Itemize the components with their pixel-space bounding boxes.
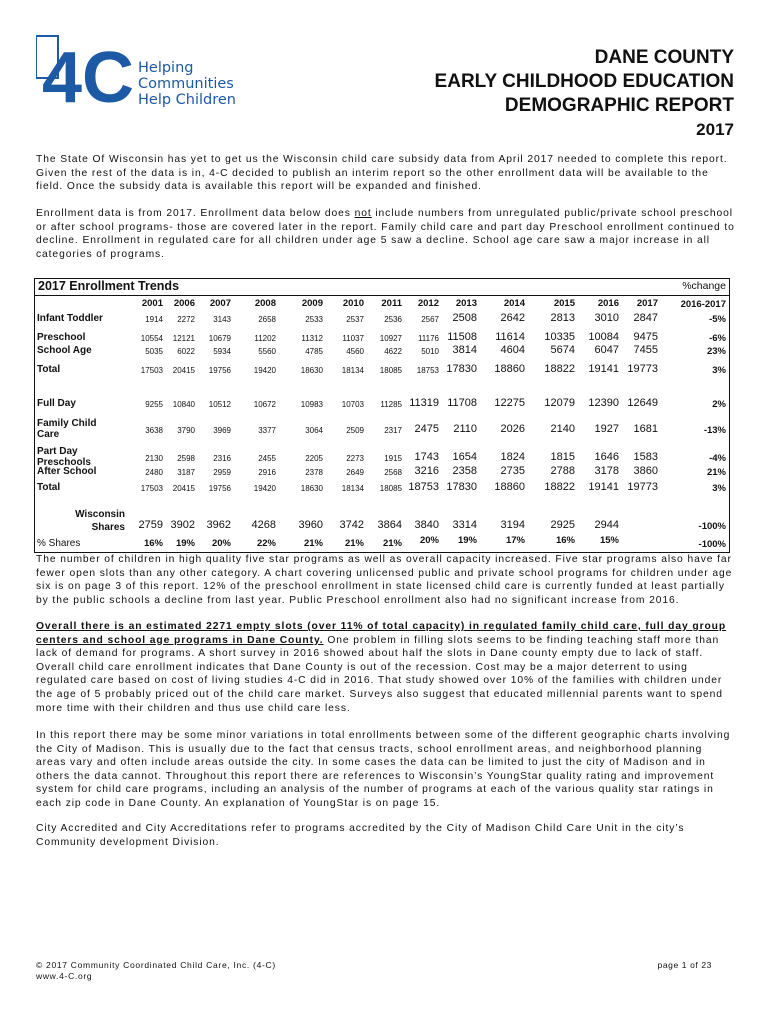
pct-shares-label: % Shares <box>37 538 81 549</box>
year-header: 2007 <box>209 298 231 309</box>
ws-label-line: Shares <box>91 522 125 533</box>
table-cell: 6047 <box>594 344 619 356</box>
year-header: 2015 <box>553 298 575 309</box>
year-header: 2006 <box>173 298 195 309</box>
table-cell: 2537 <box>346 315 364 324</box>
table-cell: 19773 <box>627 481 658 493</box>
table-cell: 4622 <box>384 347 402 356</box>
table-title: 2017 Enrollment Trends <box>38 279 180 293</box>
table-cell: 2378 <box>305 468 323 477</box>
ws-change: -100% <box>698 521 726 532</box>
ws-cell: 3902 <box>170 519 195 531</box>
table-cell: 5934 <box>213 347 231 356</box>
table-cell: 19756 <box>208 484 231 493</box>
table-cell: 11176 <box>417 334 439 343</box>
footer <box>36 960 276 982</box>
row-label: School Age <box>37 345 92 356</box>
table-cell: 2598 <box>177 454 195 463</box>
table-cell: 11312 <box>301 334 323 343</box>
table-cell: 2475 <box>414 423 439 435</box>
row-label: Total <box>37 364 61 375</box>
table-cell: 10983 <box>300 400 323 409</box>
table-cell: 7455 <box>633 344 658 356</box>
change-value: 21% <box>706 467 726 478</box>
table-cell: 17503 <box>140 366 163 375</box>
body-paragraph-5: In this report there may be some minor variations in total enrollments between some of the different geographic charts involving the City of Madison. This is usually due to the fact that census tracts, school enrollment areas, and neighborhood planning areas vary and often include areas outside the city. In some cases the data can be limited to just the city of Madison and in others the data cannot. Throughout this report there are references to Wisconsin’s YoungStar quality rating and improvement system for child care programs, including an analysis of the number of programs at each of the various quality star ratings in each zip code in Dane County. An explanation of YoungStar is on page 15. <box>36 730 731 809</box>
table-cell: 19420 <box>253 484 276 493</box>
table-cell: 11708 <box>447 397 477 409</box>
row-label: Family Child Care <box>37 418 97 440</box>
intro-paragraph-1: The State Of Wisconsin has yet to get us the Wisconsin child care subsidy data from April 2017 needed to complete this report. Given the rest of the data is in, 4-C decided to publish an interim report so the other enrollment data will be available to the field. Once the subsidy data is available this report will be expanded and finished. <box>36 154 728 193</box>
table-cell: 3814 <box>452 344 477 356</box>
pct-cell: 16% <box>555 535 575 546</box>
pct-change: -100% <box>698 539 726 550</box>
change-value: 3% <box>712 483 726 494</box>
table-cell: 2110 <box>453 423 477 435</box>
table-cell: 2536 <box>384 315 402 324</box>
table-cell: 19756 <box>208 366 231 375</box>
change-value: -5% <box>709 314 726 325</box>
table-cell: 3377 <box>258 426 276 435</box>
ws-cell: 3962 <box>206 519 231 531</box>
table-cell: 10335 <box>544 331 575 343</box>
table-cell: 3790 <box>177 426 195 435</box>
table-cell: 17830 <box>446 363 477 375</box>
row-label: Total <box>37 482 61 493</box>
table-cell: 2649 <box>346 468 364 477</box>
table-cell: 2272 <box>177 315 195 324</box>
row-label: Infant Toddler <box>37 313 103 324</box>
table-cell: 2130 <box>145 454 163 463</box>
ws-cell: 2944 <box>594 519 619 531</box>
table-cell: 18822 <box>544 481 575 493</box>
table-cell: 10672 <box>253 400 276 409</box>
table-cell: 11202 <box>254 334 276 343</box>
table-cell: 2509 <box>346 426 364 435</box>
year-header: 2016 <box>597 298 619 309</box>
table-cell: 3143 <box>213 315 231 324</box>
table-cell: 3860 <box>633 465 658 477</box>
pct-cell: 15% <box>599 535 619 546</box>
table-cell: 2735 <box>500 465 525 477</box>
table-cell: 19773 <box>627 363 658 375</box>
pct-cell: 19% <box>175 538 195 549</box>
pct-cell: 21% <box>344 538 364 549</box>
table-cell: 9475 <box>633 331 658 343</box>
table-cell: 1681 <box>633 423 658 435</box>
table-cell: 11614 <box>495 331 525 343</box>
table-cell: 17830 <box>446 481 477 493</box>
change-value: 3% <box>712 365 726 376</box>
table-cell: 2533 <box>305 315 323 324</box>
table-cell: 3638 <box>145 426 163 435</box>
table-cell: 2959 <box>213 468 231 477</box>
pct-cell: 22% <box>256 538 276 549</box>
title-line: DEMOGRAPHIC REPORT <box>504 95 734 116</box>
intro-not: not <box>354 208 372 219</box>
change-value: -13% <box>703 425 726 436</box>
table-cell: 2273 <box>346 454 364 463</box>
table-cell: 18085 <box>379 484 402 493</box>
table-cell: 2658 <box>258 315 276 324</box>
ws-cell: 2759 <box>138 519 163 531</box>
footer-website[interactable]: www.4-C.org <box>36 971 93 981</box>
table-cell: 4604 <box>500 344 525 356</box>
table-cell: 1815 <box>550 451 575 463</box>
table-cell: 3216 <box>414 465 439 477</box>
table-cell: 2316 <box>213 454 231 463</box>
ws-cell: 3314 <box>452 519 477 531</box>
change-title: %change <box>682 280 726 292</box>
table-cell: 11285 <box>380 400 402 409</box>
year-header: 2014 <box>503 298 525 309</box>
table-cell: 1915 <box>384 454 402 463</box>
page-number: page 1 of 23 <box>657 960 712 970</box>
empty-slots-highlight: Overall there is an estimated 2271 empty slots (over 11% of total capacity) in regulated family child care, full day group centers and school age programs in Dane County. <box>36 621 727 646</box>
table-cell: 18860 <box>494 481 525 493</box>
table-cell: 3064 <box>305 426 323 435</box>
table-cell: 10927 <box>379 334 402 343</box>
body-paragraph-6: City Accredited and City Accreditations refer to programs accredited by the City of Madison Child Care Unit in the city’s Community development Division. <box>36 823 685 848</box>
table-cell: 3010 <box>594 312 619 324</box>
ws-cell: 4268 <box>251 519 276 531</box>
table-cell: 10679 <box>208 334 231 343</box>
table-cell: 2205 <box>305 454 323 463</box>
table-cell: 3969 <box>213 426 231 435</box>
title-year: 2017 <box>696 120 734 139</box>
logo-line: Communities <box>138 76 234 92</box>
table-cell: 17503 <box>140 484 163 493</box>
logo-mark-text: 4C <box>42 38 135 115</box>
table-cell: 5035 <box>145 347 163 356</box>
table-cell: 12121 <box>172 334 195 343</box>
table-cell: 18822 <box>544 363 575 375</box>
table-cell: 18134 <box>341 366 364 375</box>
table-cell: 18753 <box>416 366 439 375</box>
pct-cell: 20% <box>419 535 439 546</box>
enrollment-trends-table <box>34 278 730 553</box>
ws-cell: 3194 <box>500 519 525 531</box>
logo-line: Helping <box>138 60 194 76</box>
table-cell: 2642 <box>500 312 525 324</box>
table-cell: 18860 <box>494 363 525 375</box>
table-cell: 10554 <box>140 334 163 343</box>
table-cell: 19420 <box>253 366 276 375</box>
pct-cell: 21% <box>303 538 323 549</box>
table-cell: 2916 <box>258 468 276 477</box>
ws-cell: 2925 <box>550 519 575 531</box>
body-text: One problem in filling slots seems to be finding teaching staff more than lack of demand for programs. A short survey in 2016 showed about half the slots in Dane county empty due to lack of staff. Overall child care enrollment indicates that Dane County is out of the recession. Cost may be a major deterrent to using regulated care based on cost of living studies 4-C did in 2016. That study showed over 10% of the families with children under the age of 5 probably priced out of the child care market. Surveys also suggest that educated millennial parents want to spend more time with their children and thus use child care less. <box>36 634 723 714</box>
table-cell: 1914 <box>145 315 163 324</box>
table-cell: 11037 <box>342 334 364 343</box>
pct-cell: 17% <box>505 535 525 546</box>
table-cell: 18630 <box>300 366 323 375</box>
change-value: 23% <box>706 346 726 357</box>
ws-label-line: Wisconsin <box>75 509 125 520</box>
row-label: Part Day Preschools <box>37 446 91 468</box>
table-cell: 12649 <box>627 397 658 409</box>
table-cell: 2317 <box>384 426 402 435</box>
table-cell: 18630 <box>300 484 323 493</box>
table-cell: 12079 <box>544 397 575 409</box>
ws-cell: 3840 <box>414 519 439 531</box>
ws-cell: 3960 <box>298 519 323 531</box>
table-cell: 1583 <box>633 451 658 463</box>
change-value: 2% <box>712 399 726 410</box>
logo-tagline <box>138 60 236 108</box>
intro-text: include numbers from unregulated public/private school preschool or after school programs- those are covered later in the report. Family child care and part day Preschool enrollment continued to decline. Enrollment in regulated care for all children under age 5 saw a decline. School age care saw a major increase in all categories of programs. <box>36 208 735 260</box>
pct-cell: 20% <box>211 538 231 549</box>
table-cell: 4560 <box>346 347 364 356</box>
row-label: After School <box>37 466 97 477</box>
table-cell: 18085 <box>379 366 402 375</box>
footer-copyright: © 2017 Community Coordinated Child Care, Inc. (4-C) <box>36 960 276 970</box>
ws-cell: 3864 <box>377 519 402 531</box>
year-header: 2013 <box>455 298 477 309</box>
change-value: -6% <box>709 333 726 344</box>
table-cell: 18134 <box>341 484 364 493</box>
table-cell: 3187 <box>177 468 195 477</box>
table-header-bar <box>35 279 729 296</box>
table-cell: 10703 <box>341 400 364 409</box>
table-cell: 2788 <box>550 465 575 477</box>
pct-cell: 19% <box>457 535 477 546</box>
year-header: 2012 <box>417 298 439 309</box>
report-title <box>435 46 734 142</box>
table-cell: 2847 <box>633 312 658 324</box>
table-cell: 12275 <box>494 397 525 409</box>
table-cell: 11508 <box>447 331 477 343</box>
table-cell: 5674 <box>550 344 575 356</box>
year-header: 2017 <box>636 298 658 309</box>
table-cell: 2480 <box>145 468 163 477</box>
table-cell: 2140 <box>550 423 575 435</box>
table-cell: 2455 <box>258 454 276 463</box>
table-cell: 1743 <box>414 451 439 463</box>
table-cell: 18753 <box>408 481 439 493</box>
table-cell: 10084 <box>588 331 619 343</box>
table-cell: 2358 <box>452 465 477 477</box>
year-header: 2010 <box>342 298 364 309</box>
table-cell: 2508 <box>452 312 477 324</box>
table-cell: 4785 <box>305 347 323 356</box>
ws-cell: 3742 <box>339 519 364 531</box>
year-header: 2011 <box>381 298 402 309</box>
table-cell: 3178 <box>594 465 619 477</box>
table-cell: 1927 <box>594 423 619 435</box>
year-header: 2001 <box>141 298 163 309</box>
title-line: EARLY CHILDHOOD EDUCATION <box>434 71 734 92</box>
table-cell: 2568 <box>384 468 402 477</box>
table-cell: 10512 <box>208 400 231 409</box>
table-cell: 10840 <box>172 400 195 409</box>
row-label: Full Day <box>37 398 76 409</box>
change-range: 2016-2017 <box>680 299 726 310</box>
table-cell: 1654 <box>452 451 477 463</box>
pct-cell: 16% <box>143 538 163 549</box>
table-cell: 20415 <box>172 366 195 375</box>
title-line: DANE COUNTY <box>594 47 734 68</box>
table-cell: 19141 <box>588 481 619 493</box>
table-cell: 1824 <box>500 451 525 463</box>
table-cell: 2026 <box>500 423 525 435</box>
table-cell: 9255 <box>145 400 163 409</box>
table-cell: 6022 <box>177 347 195 356</box>
logo-line: Help Children <box>138 92 236 108</box>
table-cell: 2813 <box>550 312 575 324</box>
year-header: 2008 <box>254 298 276 309</box>
year-header: 2009 <box>301 298 323 309</box>
table-cell: 5560 <box>258 347 276 356</box>
pct-cell: 21% <box>382 538 402 549</box>
row-label: Preschool <box>37 332 86 343</box>
body-paragraph-3: The number of children in high quality five star programs as well as overall capacity increased. Five star programs also have far fewer open slots than any other category. A chart covering unlicensed public and private school programs for children under age six is on page 3 of this report. 12% of the preschool enrollment in state licensed child care is currently funded at least partially by the public schools a decline from last year. Public Preschool enrollment also had no significant increase from 2016. <box>36 554 733 606</box>
body-paragraph-4 <box>36 620 736 715</box>
table-cell: 20415 <box>172 484 195 493</box>
intro-paragraph-2 <box>36 207 736 261</box>
table-cell: 5010 <box>421 347 439 356</box>
intro-text: Enrollment data is from 2017. Enrollment data below does <box>36 208 355 219</box>
table-cell: 11319 <box>409 397 439 409</box>
table-cell: 1646 <box>594 451 619 463</box>
change-value: -4% <box>709 453 726 464</box>
table-cell: 12390 <box>588 397 619 409</box>
table-cell: 2567 <box>421 315 439 324</box>
table-cell: 19141 <box>588 363 619 375</box>
